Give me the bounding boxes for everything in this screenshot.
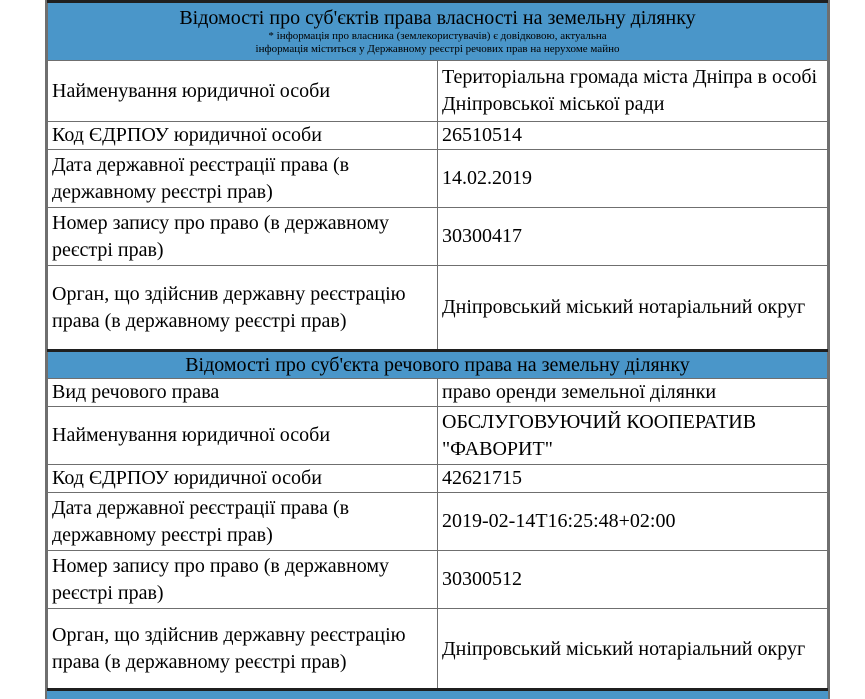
next-section-header-strip (47, 688, 828, 699)
owner-section-note-line2: інформація міститься у Державному реєстрі речових прав на нерухоме майно (255, 42, 620, 55)
row-value: 14.02.2019 (438, 150, 828, 208)
row-value: 42621715 (438, 465, 828, 493)
row-label: Найменування юридичної особи (48, 61, 438, 122)
owner-section-note-line1: * інформація про власника (землекористувачів) є довідковою, актуальна (268, 29, 607, 42)
rights-section-title: Відомості про суб'єкта речового права на земельну ділянку (185, 354, 690, 376)
owner-section-title: Відомості про суб'єктів права власності на земельну ділянку (179, 6, 696, 29)
table-row (48, 407, 828, 465)
row-label: Вид речового права (48, 379, 438, 407)
land-plot-info-table (47, 0, 828, 690)
table-row (48, 609, 828, 690)
row-value: Територіальна громада міста Дніпра в особі Дніпровської міської ради (438, 61, 828, 122)
row-value: 30300512 (438, 551, 828, 609)
table-row (48, 551, 828, 609)
row-value: 2019-02-14T16:25:48+02:00 (438, 493, 828, 551)
row-value: ОБСЛУГОВУЮЧИЙ КООПЕРАТИВ "ФАВОРИТ" (438, 407, 828, 465)
row-value: 30300417 (438, 208, 828, 266)
row-value: право оренди земельної ділянки (438, 379, 828, 407)
table-row (48, 61, 828, 122)
row-label: Дата державної реєстрації права (в державному реєстрі прав) (48, 150, 438, 208)
table-row (48, 266, 828, 351)
table-row (48, 493, 828, 551)
table-row (48, 379, 828, 407)
table-row (48, 465, 828, 493)
row-label: Орган, що здійснив державну реєстрацію права (в державному реєстрі прав) (48, 609, 438, 690)
document-sheet (45, 0, 830, 699)
table-row (48, 208, 828, 266)
rights-section-header-row (48, 351, 828, 379)
row-label: Найменування юридичної особи (48, 407, 438, 465)
row-value: 26510514 (438, 122, 828, 150)
row-value: Дніпровський міський нотаріальний округ (438, 609, 828, 690)
table-row (48, 122, 828, 150)
row-label: Номер запису про право (в державному реєстрі прав) (48, 551, 438, 609)
owner-section-header-row (48, 2, 828, 61)
row-label: Номер запису про право (в державному реєстрі прав) (48, 208, 438, 266)
rights-section-header (48, 351, 828, 379)
row-label: Код ЄДРПОУ юридичної особи (48, 465, 438, 493)
table-row (48, 150, 828, 208)
owner-section-header (48, 2, 828, 61)
row-label: Дата державної реєстрації права (в державному реєстрі прав) (48, 493, 438, 551)
row-label: Код ЄДРПОУ юридичної особи (48, 122, 438, 150)
row-label: Орган, що здійснив державну реєстрацію права (в державному реєстрі прав) (48, 266, 438, 351)
row-value: Дніпровський міський нотаріальний округ (438, 266, 828, 351)
